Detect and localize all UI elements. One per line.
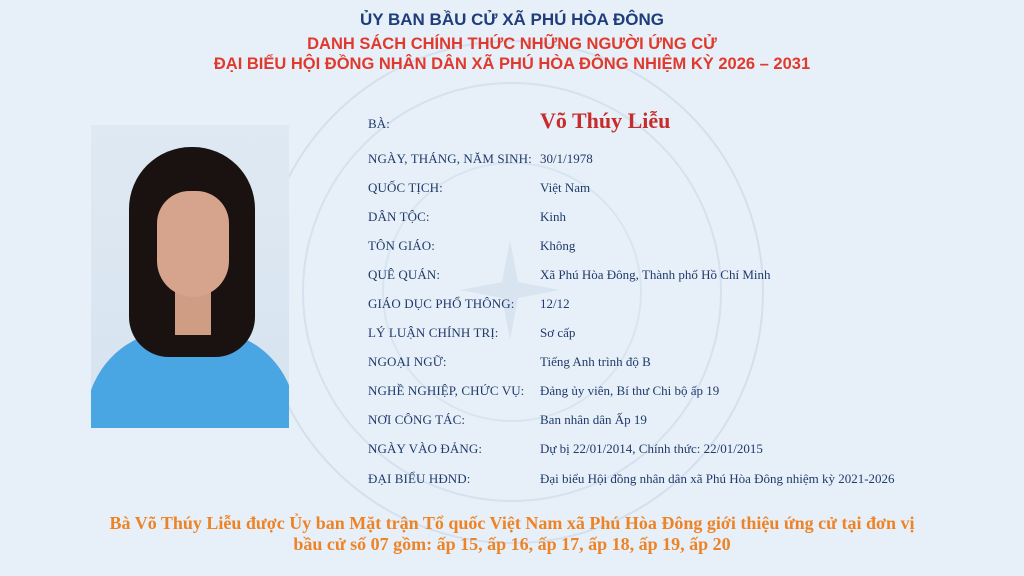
occupation-value: Đảng ủy viên, Bí thư Chi bộ ấp 19 <box>540 383 720 398</box>
dob-value: 30/1/1978 <box>540 151 593 166</box>
political-theory-value: Sơ cấp <box>540 325 576 340</box>
religion-label: TÔN GIÁO: <box>368 238 435 253</box>
education-value: 12/12 <box>540 296 570 311</box>
title-label: BÀ: <box>368 116 390 131</box>
nomination-line-2: bầu cử số 07 gồm: ấp 15, ấp 16, ấp 17, ấp 18, ấp 19, ấp 20 <box>293 534 731 554</box>
dob-label: NGÀY, THÁNG, NĂM SINH: <box>368 151 532 166</box>
list-subtitle: ĐẠI BIỂU HỘI ĐỒNG NHÂN DÂN XÃ PHÚ HÒA ĐÔNG NHIỆM KỲ 2026 – 2031 <box>213 55 811 73</box>
committee-title: ỦY BAN BẦU CỬ XÃ PHÚ HÒA ĐÔNG <box>359 10 665 29</box>
religion-value: Không <box>540 238 576 253</box>
education-label: GIÁO DỤC PHỔ THÔNG: <box>368 296 515 311</box>
ethnicity-value: Kinh <box>540 209 566 224</box>
candidate-name: Võ Thúy Liễu <box>540 108 671 133</box>
party-join-label: NGÀY VÀO ĐẢNG: <box>368 441 483 456</box>
political-theory-label: LÝ LUẬN CHÍNH TRỊ: <box>368 325 499 340</box>
nomination-line-1: Bà Võ Thúy Liễu được Ủy ban Mặt trận Tổ quốc Việt Nam xã Phú Hòa Đông giới thiệu ứng cử tại đơn vị <box>109 513 915 533</box>
foreign-language-label: NGOẠI NGỮ: <box>368 354 447 369</box>
council-delegate-value: Đại biểu Hội đồng nhân dân xã Phú Hòa Đông nhiệm kỳ 2021-2026 <box>540 471 895 486</box>
workplace-value: Ban nhân dân Ấp 19 <box>540 412 647 427</box>
nationality-label: QUỐC TỊCH: <box>368 180 443 195</box>
party-join-value: Dự bị 22/01/2014, Chính thức: 22/01/2015 <box>540 441 763 456</box>
occupation-label: NGHỀ NGHIỆP, CHỨC VỤ: <box>368 383 525 398</box>
ethnicity-label: DÂN TỘC: <box>368 209 430 224</box>
workplace-label: NƠI CÔNG TÁC: <box>368 412 466 427</box>
hometown-label: QUÊ QUÁN: <box>368 267 441 282</box>
nationality-value: Việt Nam <box>540 180 591 195</box>
foreign-language-value: Tiếng Anh trình độ B <box>540 354 651 369</box>
hometown-value: Xã Phú Hòa Đông, Thành phố Hồ Chí Minh <box>540 267 771 282</box>
candidate-photo <box>91 125 289 428</box>
nomination-statement <box>0 513 1024 555</box>
photo-face <box>157 191 229 297</box>
council-delegate-label: ĐẠI BIỂU HĐND: <box>368 471 471 486</box>
list-title: DANH SÁCH CHÍNH THỨC NHỮNG NGƯỜI ỨNG CỬ <box>307 35 717 53</box>
